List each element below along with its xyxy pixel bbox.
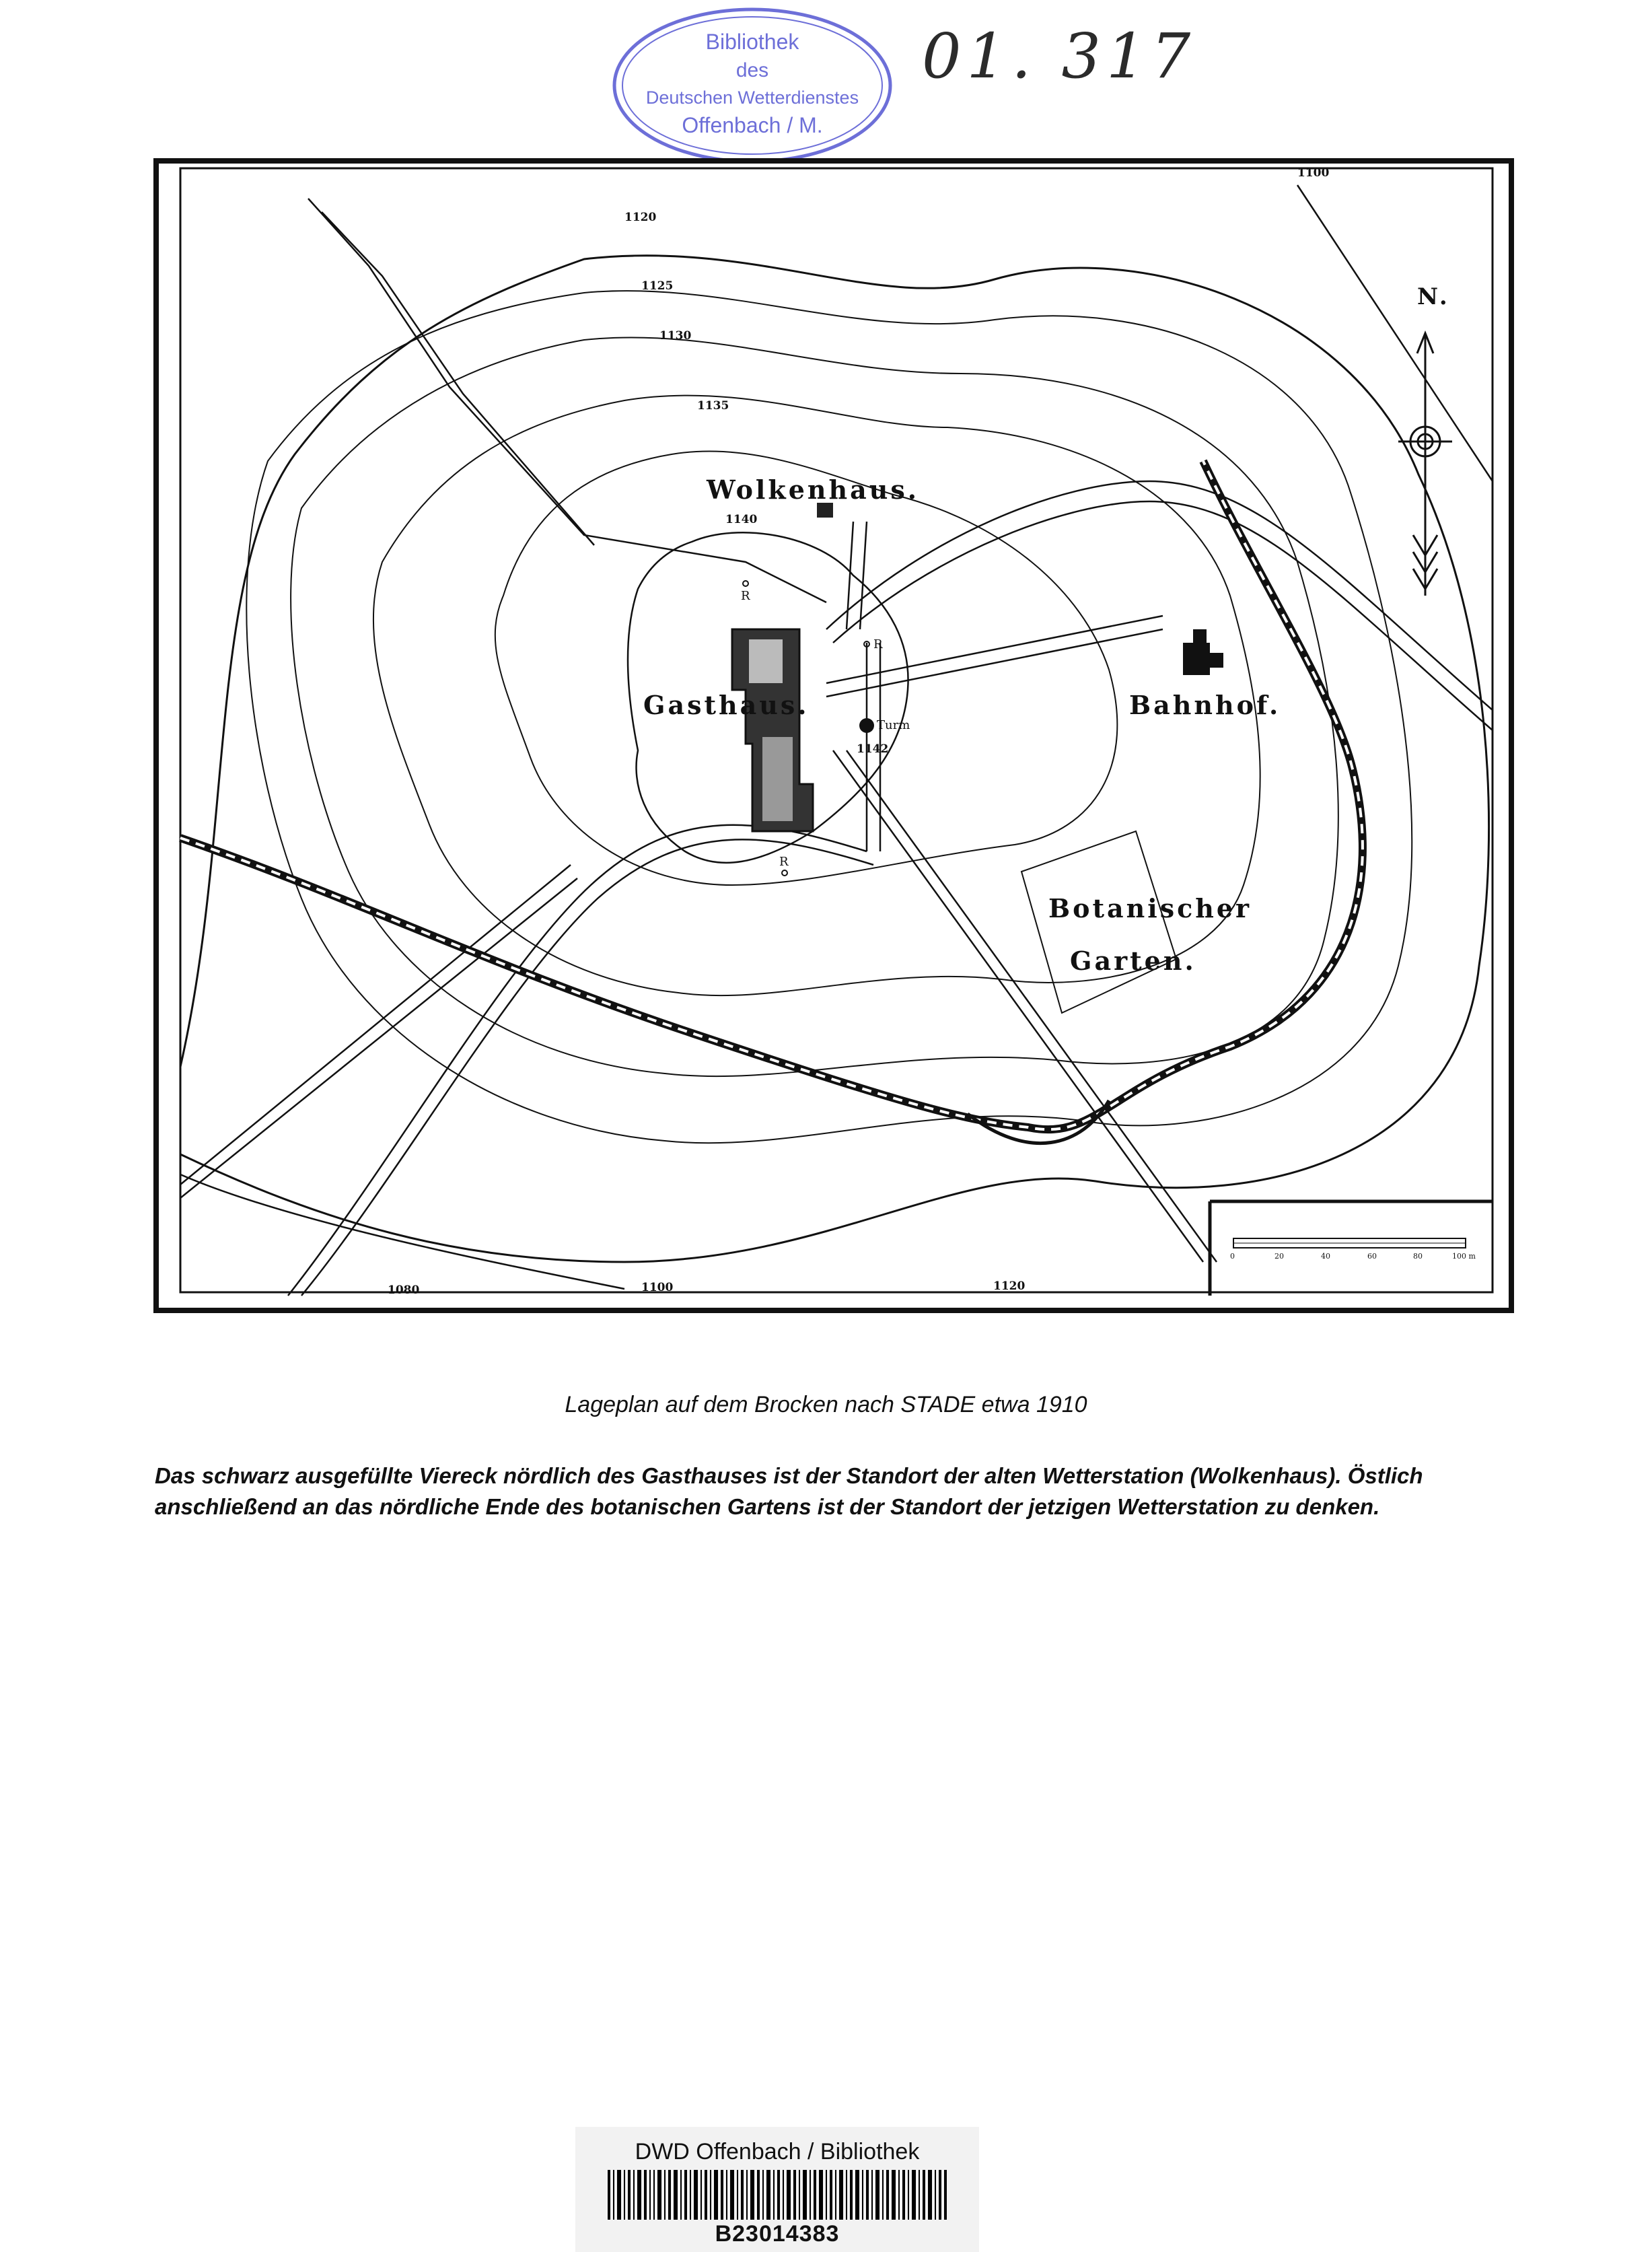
stamp-oval [608,1,897,170]
scale-tick-20: 20 [1274,1252,1284,1261]
contour-1125: 1125 [641,279,674,293]
label-wolkenhaus: Wolkenhaus. [707,474,919,505]
contour-bottom-1100: 1100 [641,1281,674,1294]
label-botanischer: Botanischer [1048,893,1252,923]
barcode [608,2170,947,2220]
north-label: N. [1417,283,1450,310]
marker-r-east: R [873,637,883,652]
map-caption: Lageplan auf dem Brocken nach STADE etwa 1910 [565,1392,1087,1417]
site-map [153,158,1514,1313]
wolkenhaus-building [817,503,833,518]
scale-tick-0: 0 [1230,1252,1235,1261]
scale-tick-60: 60 [1367,1252,1377,1261]
marker-r-south: R [779,855,789,869]
contour-1120: 1120 [624,211,657,224]
turm-marker [859,718,874,733]
stamp-line3: Deutschen Wetterdienstes [645,87,859,108]
library-label-title: DWD Offenbach / Bibliothek [635,2139,920,2165]
contour-1135: 1135 [697,399,729,413]
library-stamp [608,1,897,170]
marker-r-north: R [741,589,750,603]
label-gasthaus: Gasthaus. [643,690,810,720]
contour-1140: 1140 [725,513,758,526]
scale-tick-40: 40 [1321,1252,1330,1261]
scale-tick-80: 80 [1413,1252,1423,1261]
map-description: Das schwarz ausgefüllte Viereck nördlich des Gasthauses ist der Standort der alten Wetterstation (Wolkenhaus). Östlich anschließend an das nördliche Ende des botanischen Gartens ist der Standort der jetzigen Wetterstation zu denken. [155,1463,1423,1519]
library-label [575,2127,979,2252]
scale-tick-100: 100 m [1452,1252,1476,1261]
contour-1130: 1130 [659,329,692,343]
turm-height: 1142 [857,742,889,756]
compass-rose [1398,333,1452,596]
library-label-code: B23014383 [715,2221,840,2247]
label-bahnhof: Bahnhof. [1129,690,1281,720]
handwritten-note: 01. 317 [922,20,1196,92]
contour-bottom-1080: 1080 [388,1283,420,1297]
label-turm: Turm [877,718,910,732]
contour-corner: 1100 [1297,166,1330,180]
label-garten: Garten. [1070,946,1196,976]
stamp-line2: des [735,59,769,81]
gasthaus-building [732,629,813,831]
map-drawing [153,158,1514,1313]
stamp-line4: Offenbach / M. [682,113,823,137]
stamp-line1: Bibliothek [705,30,799,54]
bahnhof-building [1183,629,1223,675]
contour-bottom-1120: 1120 [993,1279,1026,1293]
